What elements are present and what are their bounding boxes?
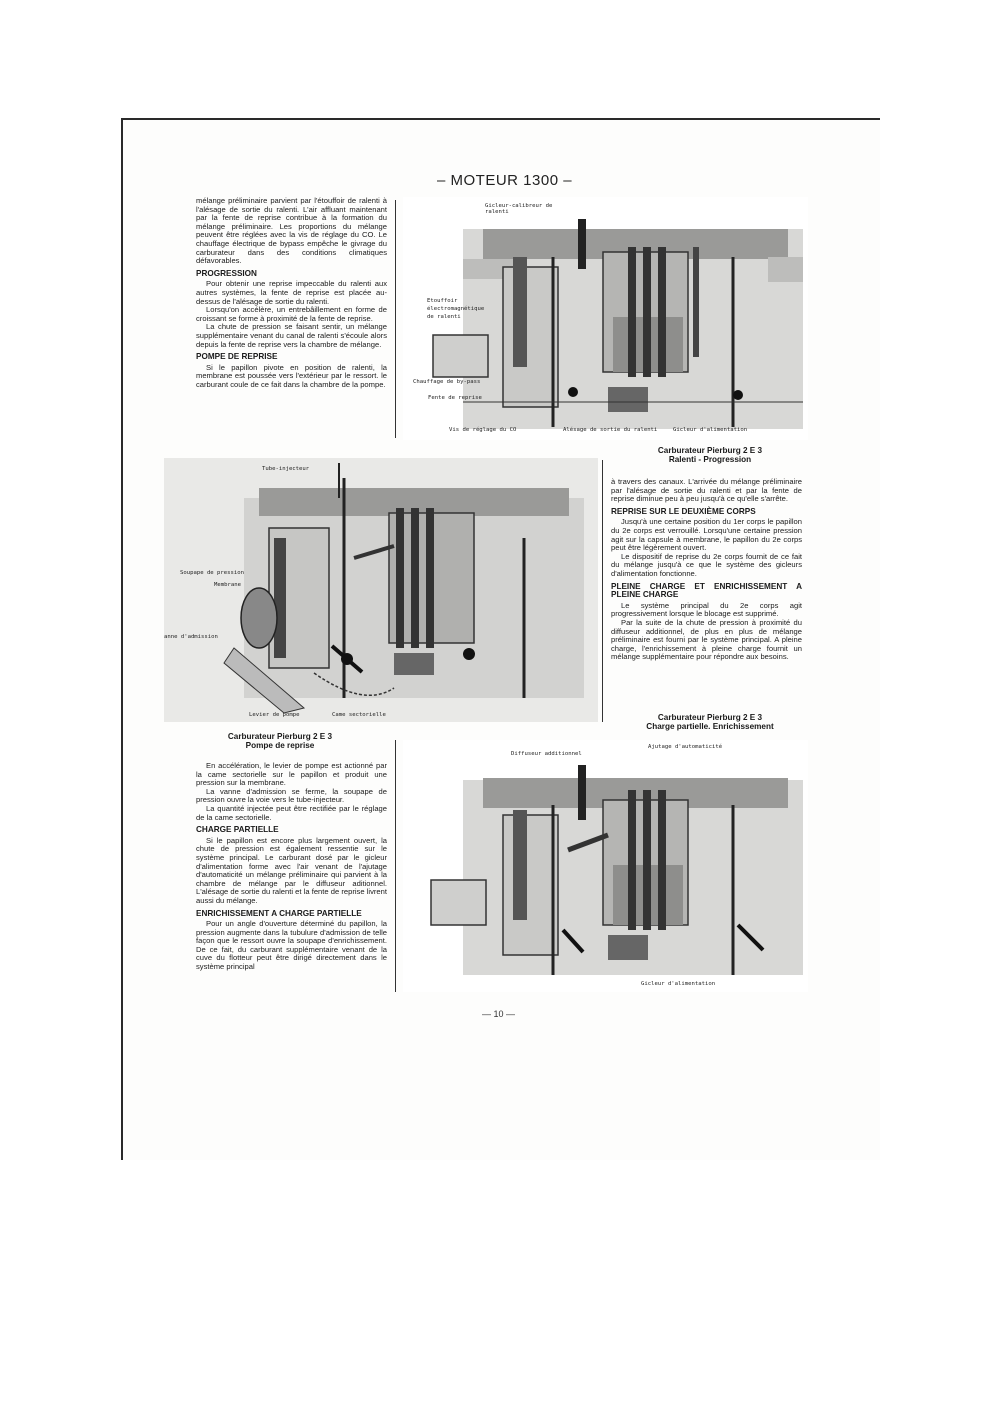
label-tube-injecteur: Tube-injecteur [262,466,310,472]
label-alesage-sortie: Alésage de sortie du ralenti [563,427,658,433]
paragraph: Jusqu'à une certaine position du 1er corps le papillon du 2e corps est verrouillé. Lorsqu'une certaine pression agit sur la capsule à membrane, le papillon du 2e corps peut être légèrement ouvert. [611,517,802,553]
label-gicleur-alimentation: Gicleur d'alimentation [641,981,716,987]
caption-figure-1 [620,446,800,464]
paragraph: Si le papillon pivote en position de ralenti, la membrane est poussée vers l'extérieur par le ressort. le carburant coule de ce fait dans la chambre de la pompe. [196,362,387,389]
label-ajutage-automaticite: Ajutage d'automaticité [648,744,723,750]
label-levier-pompe: Levier de pompe [249,712,300,718]
text-column-1 [196,197,387,389]
diagram-pompe-reprise [164,458,598,722]
label-membrane: Membrane [214,582,241,588]
label-gicleur-alimentation: Gicleur d'alimentation [673,427,748,433]
diagram-ralenti-progression [403,197,808,440]
label-etouffoir: Etouffoir électromagnétique de ralenti [427,298,485,320]
caption-figure-2 [205,732,355,750]
caption-line: Carburateur Pierburg 2 E 3 [227,732,333,741]
paragraph: Le système principal du 2e corps agit progressivement lorsque le blocage est supprimé. [611,600,802,619]
label-soupape-pression: Soupape de pression [180,570,244,576]
caption-line: Carburateur Pierburg 2 E 3 [657,446,763,455]
label-came-sectorielle: Came sectorielle [332,712,386,718]
section-heading: ENRICHISSEMENT A CHARGE PARTIELLE [196,908,362,918]
caption-figure-3 [615,713,805,731]
carburetor-drawing [164,458,598,722]
label-fente-reprise: Fente de reprise [428,395,482,401]
page-title: – MOTEUR 1300 – [437,172,573,189]
section-heading: POMPE DE REPRISE [196,352,278,362]
label-diffuseur-additionnel: Diffuseur additionnel [511,751,582,757]
column-divider [395,200,396,438]
caption-line: Carburateur Pierburg 2 E 3 [657,713,763,722]
caption-line: Pompe de reprise [245,741,315,750]
diagram-charge-partielle [403,740,808,992]
paragraph: Pour obtenir une reprise impeccable du ralenti aux autres systèmes, la fente de reprise est placée au-dessus de l'alésage de sortie du ralenti. [196,279,387,306]
column-divider [395,740,396,992]
label-gicleur-calibreur: Gicleur-calibreur de ralenti [485,203,553,215]
paragraph: mélange préliminaire parvient par l'étouffoir de ralenti à l'alésage de sortie du ralenti. L'air affluant maintenant par la fente de reprise contribue à la formation du mélange préliminaire. Les proportions du mélange peuvent être réglées avec la vis de réglage du CO. Le chauffage électrique de bypass empêche le givrage du carburateur dans des conditions climatiques défavorables. [196,196,387,266]
label-chauffage-bypass: Chauffage de by-pass [413,379,481,385]
paragraph: Par la suite de la chute de pression à proximité du diffuseur additionnel, de plus en plus de mélange préliminaire est fourni par le système principal. A pleine charge, l'enrichissement à pleine charge fournit un mélange supplémentaire pour répondre aux besoins. [611,617,802,662]
section-heading: CHARGE PARTIELLE [196,825,279,835]
section-heading: PLEINE CHARGE ET ENRICHISSEMENT A PLEINE CHARGE [611,581,802,600]
paragraph: La vanne d'admission se ferme, la soupape de pression ouvre la voie vers le tube-injecteur. [196,786,387,805]
caption-line: Ralenti - Progression [668,455,752,464]
text-column-3 [196,762,387,972]
section-heading: PROGRESSION [196,268,257,278]
paragraph: La quantité injectée peut être rectifiée par le réglage de la came sectorielle. [196,803,387,822]
paragraph: à travers des canaux. L'arrivée du mélange préliminaire par l'alésage de sortie du ralenti et par la fente de reprise diminue peu à peu jusqu'à ce qu'elle s'arrête. [611,477,802,504]
label-vanne-admission: anne d'admission [164,634,218,640]
label-vis-reglage-co: Vis de réglage du CO [449,427,517,433]
paragraph: Si le papillon est encore plus largement ouvert, la chute de pression est également ressentie sur le système principal. Le carburant dosé par le gicleur d'alimentation forme avec l'air venant de l'ajutage d'automaticité un mélange préliminaire qui parvient à la chambre de mélange par le diffuseur aditionnel. L'alésage de sortie du ralenti et la fente de reprise livrent aussi du mélange. [196,835,387,905]
paragraph: Le dispositif de reprise du 2e corps fournit de ce fait du mélange jusqu'à ce que le système des gicleurs d'alimentation fonctionne. [611,551,802,578]
paragraph: En accélération, le levier de pompe est actionné par la came sectorielle sur le papillon et produit une pression sur la membrane. [196,761,387,788]
paragraph: Lorsqu'on accélère, un entrebâillement en forme de croissant se forme à proximité de la fente de reprise. [196,305,387,323]
paragraph: La chute de pression se faisant sentir, un mélange supplémentaire venant du canal de ralenti s'écoule alors depuis la fente de reprise vers la chambre de mélange. [196,322,387,349]
paragraph: Pour un angle d'ouverture déterminé du papillon, la pression augmente dans la tubulure d'admission de telle façon que le ressort ouvre la soupape d'enrichissement. De ce fait, du carburant supplémentaire venant de la cuve du flotteur peut être dirigé directement dans le système principal [196,919,387,972]
column-divider [602,460,603,722]
text-column-2 [611,478,802,662]
section-heading: REPRISE SUR LE DEUXIÈME CORPS [611,506,756,516]
page-number: — 10 — [482,1009,516,1019]
caption-line: Charge partielle. Enrichissement [646,722,774,731]
carburetor-drawing [403,740,808,992]
